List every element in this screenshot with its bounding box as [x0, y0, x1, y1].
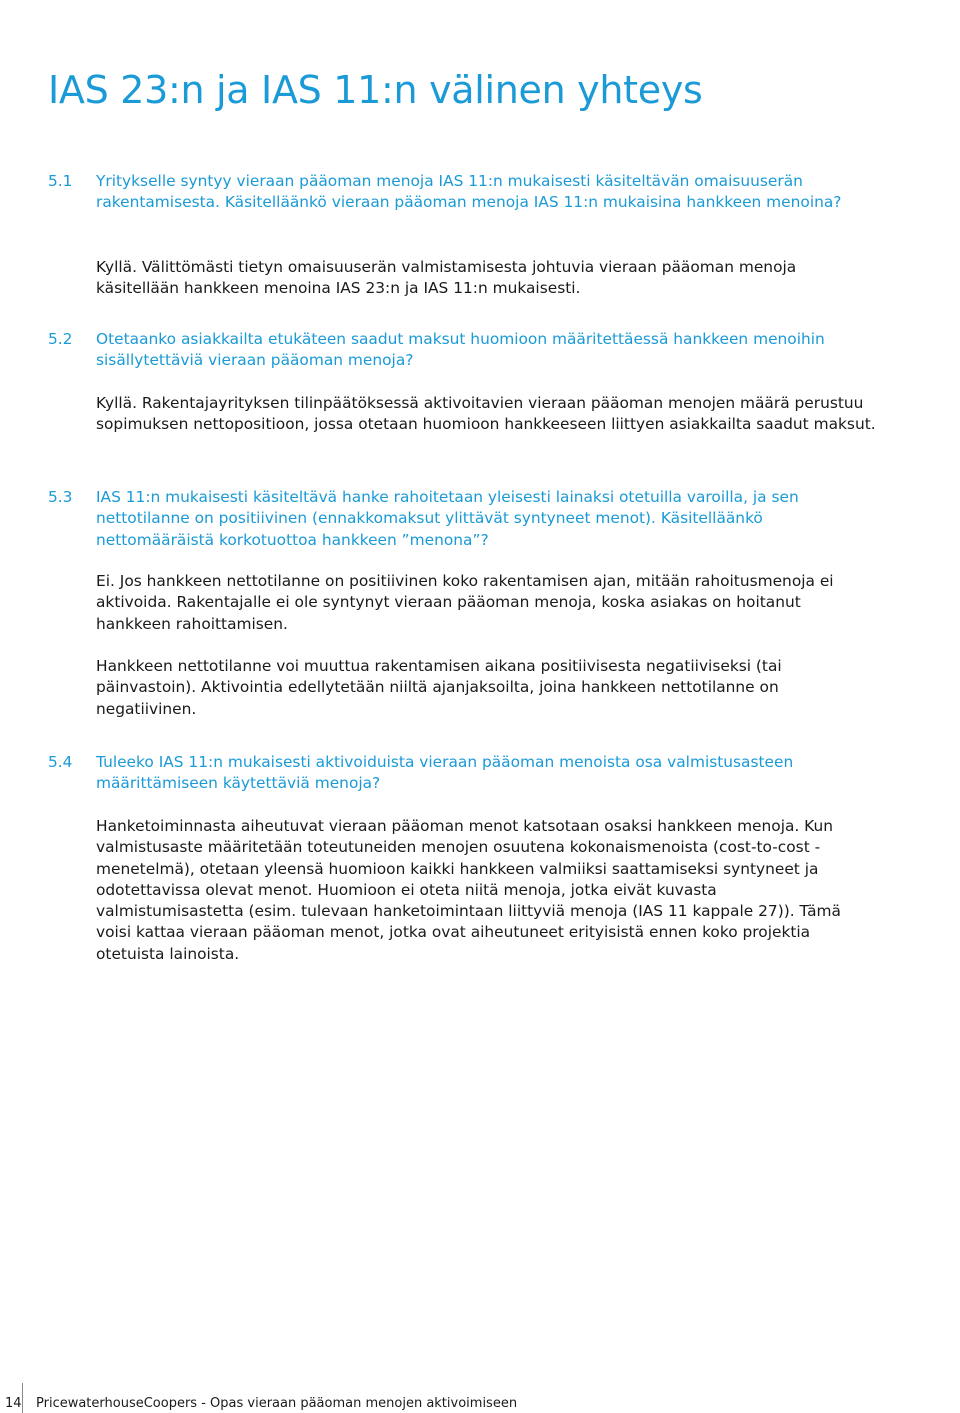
- answer-text: Ei. Jos hankkeen nettotilanne on positiivinen koko rakentamisen ajan, mitään rahoitusmenoja ei aktivoida. Rakentajalle ei ole syntynyt vieraan pääoman menoja, koska asiakas on hoitanut hankkeen rahoittamisen.: [96, 572, 834, 633]
- question-text: Tuleeko IAS 11:n mukaisesti aktivoiduista vieraan pääoman menoista osa valmistusasteen määrittämiseen käytettäviä menoja?: [96, 753, 794, 793]
- answer-text: Hanketoiminnasta aiheutuvat vieraan pääoman menot katsotaan osaksi hankkeen menoja. Kun valmistusaste määritetään toteutuneiden menojen osuutena kokonaismenoista (cost-to-cost -menetelmä), otetaan yleensä huomioon kaikki hankkeen valmiiksi saattamiseksi syntyneet ja odotettavissa olevat menot. Huomioon ei oteta niitä menoja, jotka eivät kuvasta valmistumisastetta (esim. tulevaan hanketoimintaan liittyviä menoja (IAS 11 kappale 27)). Tämä voisi kattaa vieraan pääoman menot, jotka ovat aiheutuneet erityisistä ennen koko projektia otetuista lainoista.: [96, 817, 841, 963]
- answer-text: Kyllä. Välittömästi tietyn omaisuuserän valmistamisesta johtuvia vieraan pääoman menoja käsitellään hankkeen menoina IAS 23:n ja IAS 11:n mukaisesti.: [96, 258, 797, 298]
- page-number: 14: [5, 1396, 22, 1411]
- question-text: IAS 11:n mukaisesti käsiteltävä hanke rahoitetaan yleisesti lainaksi otetuilla varoilla, ja sen nettotilanne on positiivinen (ennakkomaksut ylittävät syntyneet menot). Käsitelläänkö nettomääräistä korkotuottoa hankkeen ”menona”?: [96, 488, 799, 549]
- item-number: 5.4: [48, 753, 73, 771]
- question-text: Otetaanko asiakkailta etukäteen saadut maksut huomioon määritettäessä hankkeen menoihin sisällytettäviä vieraan pääoman menoja?: [96, 330, 825, 370]
- page-title: IAS 23:n ja IAS 11:n välinen yhteys: [48, 68, 703, 112]
- page-footer: [0, 1383, 960, 1413]
- item-number: 5.1: [48, 172, 73, 190]
- footer-text: PricewaterhouseCoopers - Opas vieraan pääoman menojen aktivoimiseen: [36, 1396, 518, 1411]
- footer-divider: [22, 1383, 23, 1413]
- item-number: 5.3: [48, 488, 73, 506]
- item-number: 5.2: [48, 330, 73, 348]
- answer-text: Kyllä. Rakentajayrityksen tilinpäätöksessä aktivoitavien vieraan pääoman menojen määrä perustuu sopimuksen nettopositioon, jossa otetaan huomioon hankkeeseen liittyen asiakkailta saadut maksut.: [96, 394, 876, 434]
- answer-text: Hankkeen nettotilanne voi muuttua rakentamisen aikana positiivisesta negatiiviseksi (tai päinvastoin). Aktivointia edellytetään niiltä ajanjaksoilta, joina hankkeen nettotilanne on negatiivinen.: [96, 657, 782, 718]
- question-text: Yritykselle syntyy vieraan pääoman menoja IAS 11:n mukaisesti käsiteltävän omaisuuserän rakentamisesta. Käsitelläänkö vieraan pääoman menoja IAS 11:n mukaisina hankkeen menoina?: [96, 172, 842, 212]
